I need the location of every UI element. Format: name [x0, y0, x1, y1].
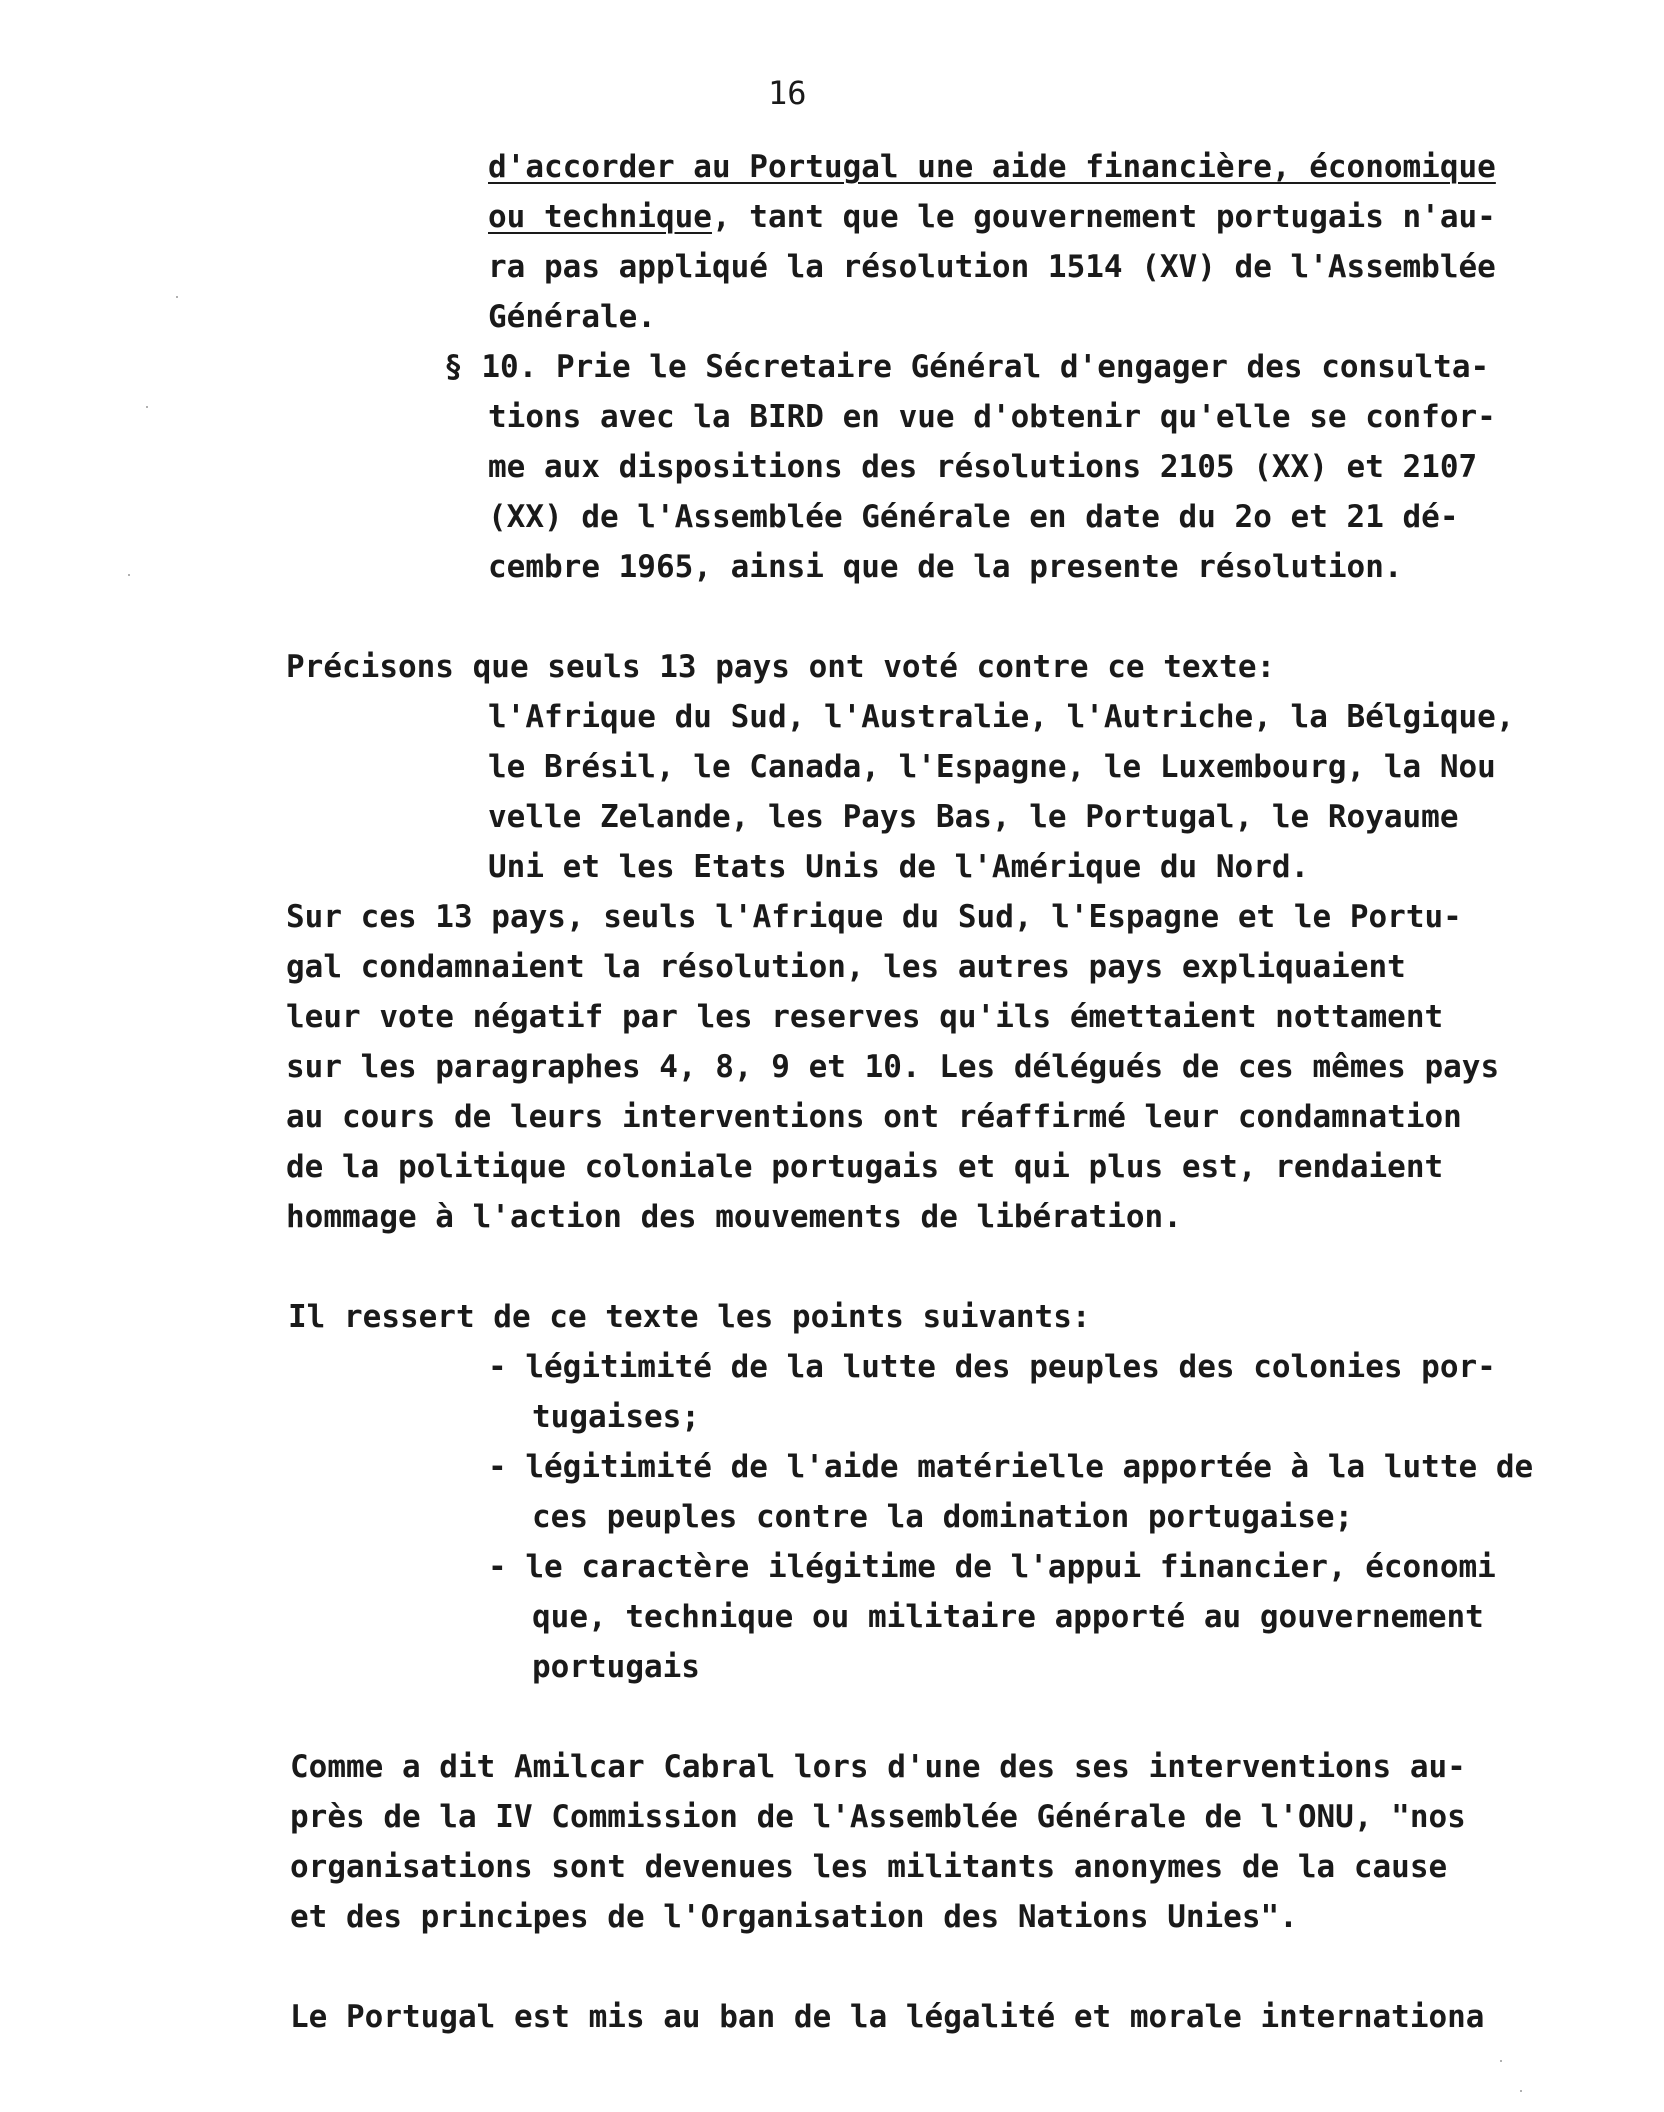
paragraph-line: gal condamnaient la résolution, les autres pays expliquaient [286, 949, 1406, 985]
votes-line: l'Afrique du Sud, l'Australie, l'Autriche, la Bélgique, [488, 699, 1515, 735]
text-line: Générale. [488, 299, 656, 335]
scan-speck [1520, 2090, 1522, 2092]
page-number: 16 [768, 74, 807, 112]
text-line [488, 192, 1496, 242]
list-item: - le caractère ilégitime de l'appui financier, économi [488, 1549, 1496, 1585]
text-line: ra pas appliqué la résolution 1514 (XV) de l'Assemblée [488, 249, 1496, 285]
closing-line: Le Portugal est mis au ban de la légalité et morale internationa [290, 1999, 1485, 2035]
paragraph-line: de la politique coloniale portugais et qui plus est, rendaient [286, 1149, 1444, 1185]
paragraph-10-line: § 10. Prie le Sécretaire Général d'engager des consulta- [444, 349, 1490, 385]
scan-speck [176, 296, 178, 298]
paragraph-10-line: me aux dispositions des résolutions 2105 (XX) et 2107 [488, 449, 1478, 485]
paragraph-line: hommage à l'action des mouvements de libération. [286, 1199, 1182, 1235]
quote-line: organisations sont devenues les militants anonymes de la cause [290, 1849, 1448, 1885]
votes-line: velle Zelande, les Pays Bas, le Portugal, le Royaume [488, 799, 1459, 835]
paragraph-10-line: (XX) de l'Assemblée Générale en date du 2o et 21 dé- [488, 499, 1459, 535]
list-item: - légitimité de l'aide matérielle apportée à la lutte de [488, 1449, 1534, 1485]
scan-speck [128, 574, 130, 576]
votes-line: Uni et les Etats Unis de l'Amérique du Nord. [488, 849, 1310, 885]
paragraph-10-line: tions avec la BIRD en vue d'obtenir qu'elle se confor- [488, 399, 1496, 435]
scan-speck [1500, 2060, 1502, 2062]
votes-intro: Précisons que seuls 13 pays ont voté contre ce texte: [286, 649, 1276, 685]
quote-line: près de la IV Commission de l'Assemblée Générale de l'ONU, "nos [290, 1799, 1466, 1835]
text-span: , tant que le gouvernement portugais n'au- [711, 199, 1496, 235]
quote-line: et des principes de l'Organisation des Nations Unies". [290, 1899, 1298, 1935]
paragraph-line: Sur ces 13 pays, seuls l'Afrique du Sud, l'Espagne et le Portu- [286, 899, 1462, 935]
list-item-continuation: ces peuples contre la domination portugaise; [532, 1499, 1354, 1535]
paragraph-10-line: cembre 1965, ainsi que de la presente résolution. [488, 549, 1403, 585]
votes-line: le Brésil, le Canada, l'Espagne, le Luxembourg, la Nou [488, 749, 1496, 785]
list-item-continuation: tugaises; [532, 1399, 700, 1435]
underlined-text: ou technique [488, 199, 712, 235]
text-line [488, 142, 1496, 192]
paragraph-line: au cours de leurs interventions ont réaffirmé leur condamnation [286, 1099, 1462, 1135]
list-item: - légitimité de la lutte des peuples des colonies por- [488, 1349, 1496, 1385]
points-intro: Il ressert de ce texte les points suivants: [288, 1299, 1091, 1335]
list-item-continuation: que, technique ou militaire apporté au gouvernement [532, 1599, 1484, 1635]
underlined-text: d'accorder au Portugal une aide financière, économique [488, 149, 1496, 185]
paragraph-line: sur les paragraphes 4, 8, 9 et 10. Les délégués de ces mêmes pays [286, 1049, 1500, 1085]
list-item-continuation: portugais [532, 1649, 700, 1685]
scan-speck [146, 406, 148, 408]
paragraph-line: leur vote négatif par les reserves qu'ils émettaient nottament [286, 999, 1444, 1035]
quote-line: Comme a dit Amilcar Cabral lors d'une des ses interventions au- [290, 1749, 1466, 1785]
